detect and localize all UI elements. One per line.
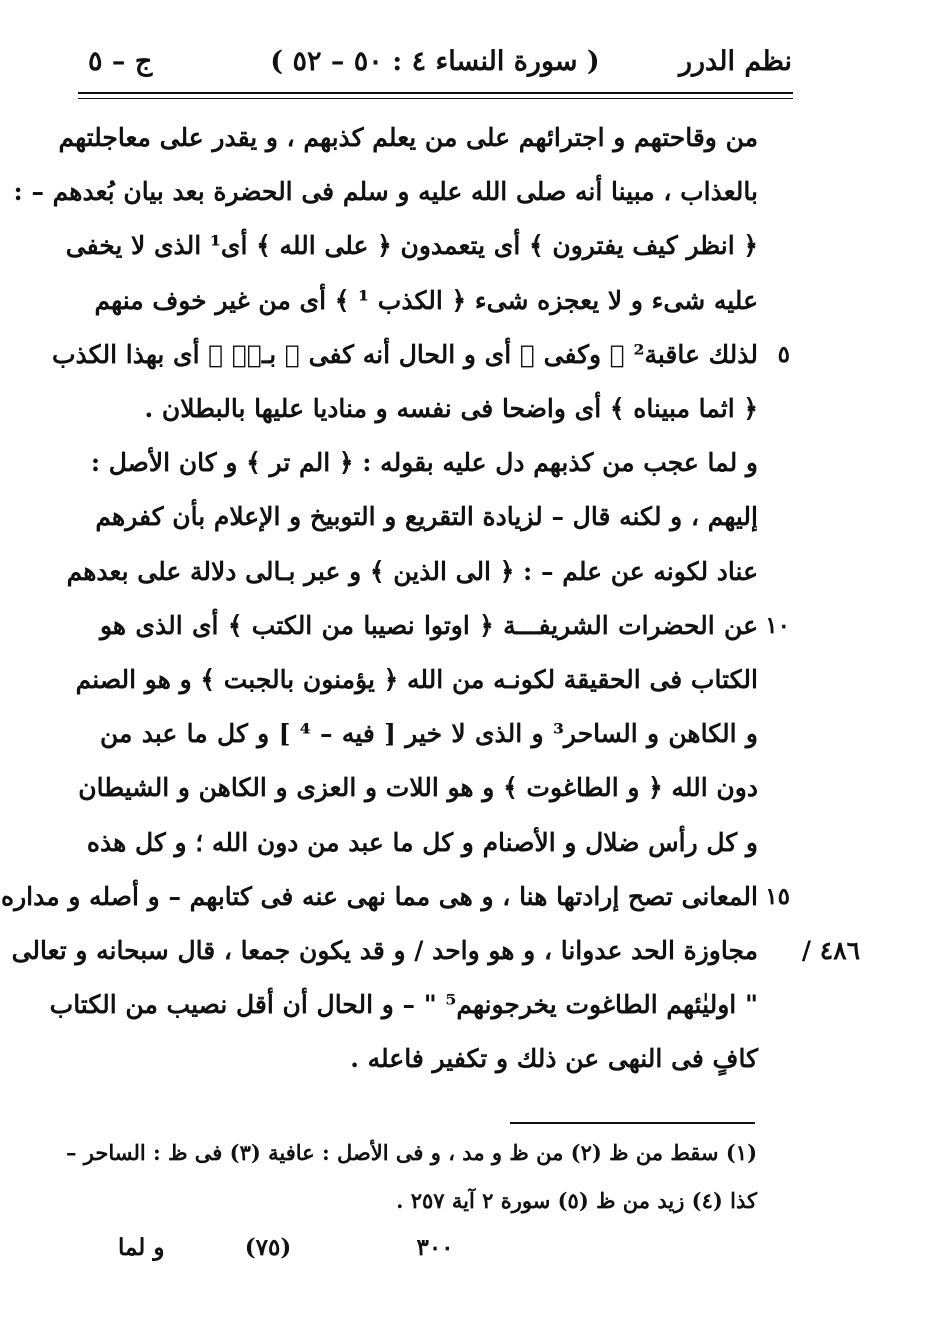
catchword: و لما (118, 1234, 165, 1261)
text-line: كافٍ فى النهى عن ذلك و تكفير فاعله . (350, 1044, 758, 1073)
text-line: و الكاهن و الساحر³ و الذى لا خير [ فيه – ⁴ ] و كل ما عبد من (100, 719, 758, 748)
margin-page-reference: ٤٨٦ / (801, 936, 861, 965)
text-line: من وقاحتهم و اجترائهم على من يعلم كذبهم ، و يقدر على معاجلتهم (58, 123, 758, 152)
text-line: و كل رأس ضلال و الأصنام و كل ما عبد من دون الله ؛ و كل هذه (86, 828, 758, 857)
text-line: و لما عجب من كذبهم دل عليه بقوله : ﴿ الم تر ﴾ و كان الأصل : (90, 448, 758, 477)
text-line: الكتاب فى الحقيقة لكونـه من الله ﴿ يؤمنون بالجبت ﴾ و هو الصنم (75, 665, 758, 694)
text-line: دون الله ﴿ و الطاغوت ﴾ و هو اللات و العزى و الكاهن و الشيطان (78, 773, 758, 802)
signature-mark: (٧٥) (244, 1234, 292, 1261)
line-number: ١٠ (765, 612, 790, 639)
volume-number: ج – ٥ (88, 46, 153, 77)
text-line: عناد لكونه عن علم – : ﴿ الى الذين ﴾ و عبر بـالى دلالة على بعدهم (66, 557, 758, 586)
text-line: إليهم ، و لكنه قال – لزيادة التقريع و التوبيخ و الإعلام بأن كفرهم (95, 502, 758, 531)
text-line: ﴿ انظر كيف يفترون ﴾ أى يتعمدون ﴿ على الله ﴾ أى¹ الذى لا يخفى (65, 231, 758, 260)
line-number: ٥ (777, 341, 790, 368)
text-line: عن الحضرات الشريفـــة ﴿ اوتوا نصيبا من الكتب ﴾ أى الذى هو (100, 611, 758, 640)
footnote-rule (510, 1122, 755, 1124)
text-line: مجاوزة الحد عدوانا ، و هو واحد / و قد يكون جمعا ، قال سبحانه و تعالى (11, 936, 758, 965)
book-title: نظم الدرر (678, 46, 792, 77)
footnote-line: كذا (٤) زيد من ظ (٥) سورة ٢ آية ٢٥٧ . (396, 1188, 757, 1213)
surah-reference: ( سورة النساء ٤ : ٥٠ – ٥٢ ) (270, 46, 600, 77)
text-line: عليه شىء و لا يعجزه شىء ﴿ الكذب ¹ ﴾ أى من غير خوف منهم (94, 286, 758, 315)
text-line: المعانى تصح إرادتها هنا ، و هى مما نهى عنه فى كتابهم – و أصله و مداره (1, 882, 758, 911)
text-line: لذلك عاقبة² ﴿ وكفى ﴾ أى و الحال أنه كفى ﴿ بـهٖ ﴾ أى بهذا الكذب (52, 340, 758, 369)
text-line: بالعذاب ، مبينا أنه صلى الله عليه و سلم فى الحضرة بعد بيان بُعدهم – : (13, 177, 758, 206)
header-rule (78, 92, 793, 99)
footnote-line: (١) سقط من ظ (٢) من ظ و مد ، و فى الأصل : عافية (٣) فى ظ : الساحر – (65, 1140, 757, 1165)
text-line: " اوليٰئهم الطاغوت يخرجونهم⁵ " – و الحال أن أقل نصيب من الكتاب (49, 990, 758, 1019)
text-line: ﴿ اثما مبيناه ﴾ أى واضحا فى نفسه و مناديا عليها بالبطلان . (144, 394, 758, 423)
page-number: ٣٠٠ (416, 1234, 454, 1261)
line-number: ١٥ (765, 883, 790, 910)
